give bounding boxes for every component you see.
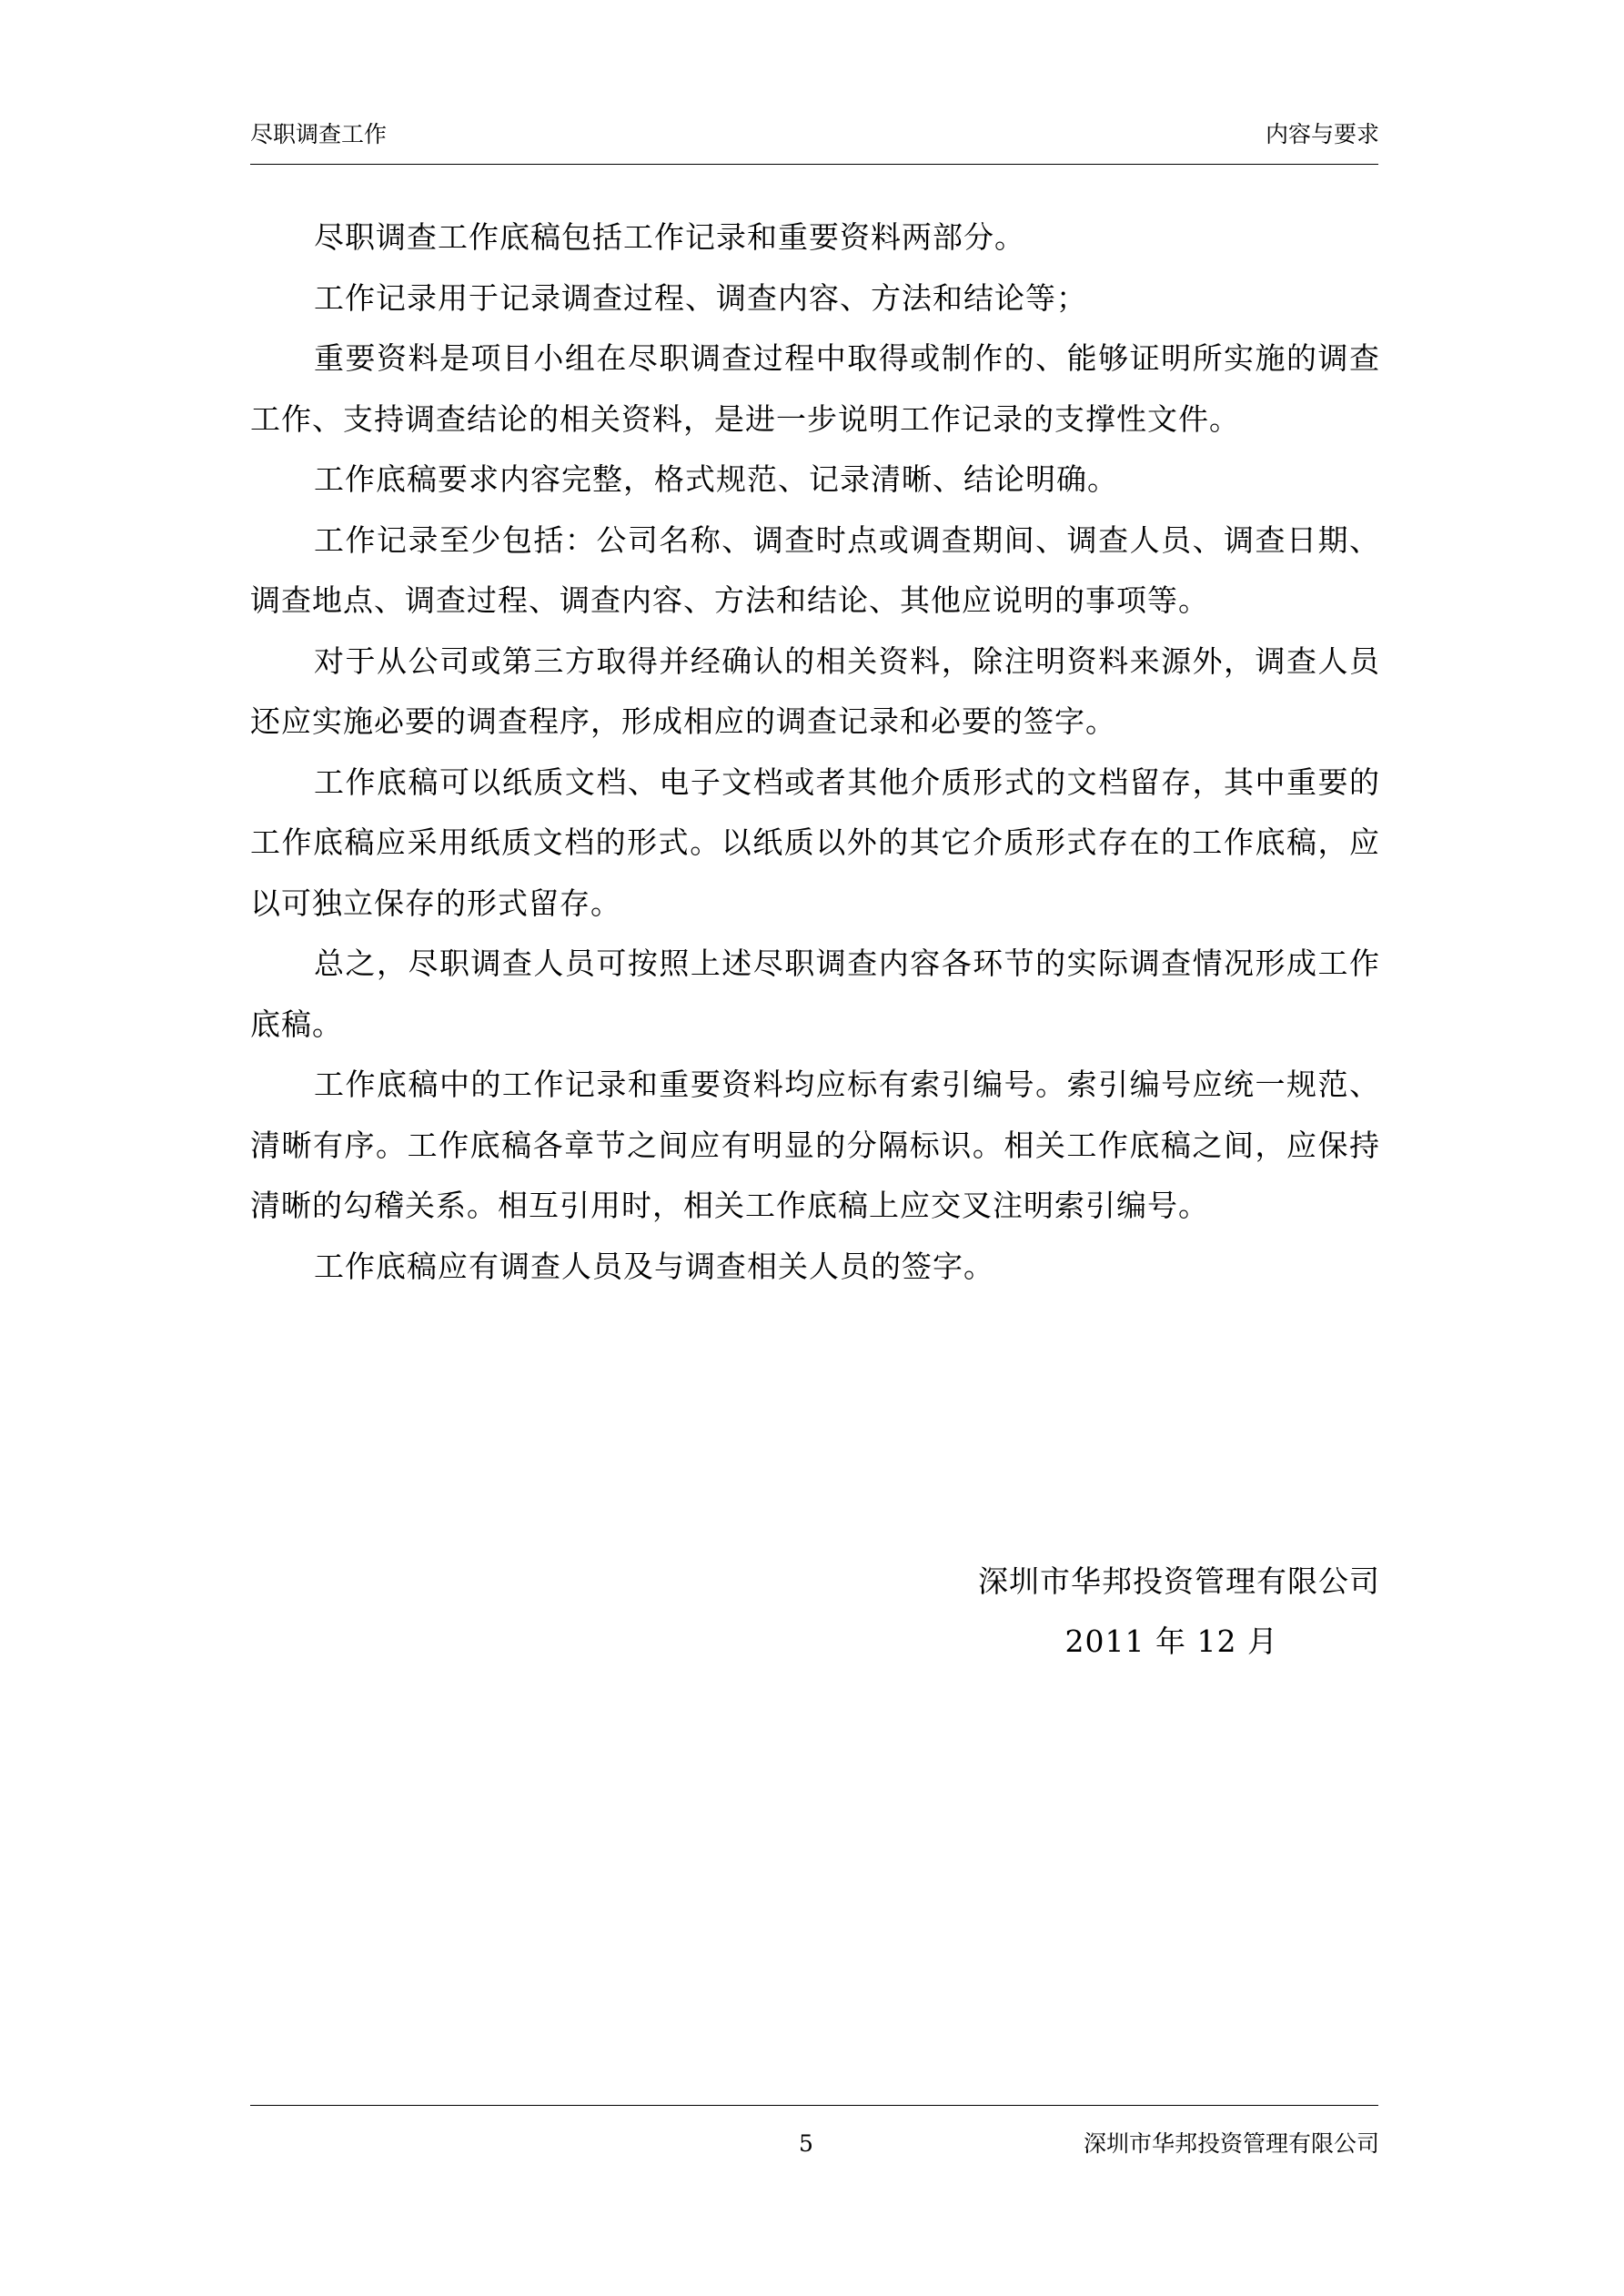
paragraph: 工作底稿中的工作记录和重要资料均应标有索引编号。索引编号应统一规范、清晰有序。工作底稿各章节之间应有明显的分隔标识。相关工作底稿之间，应保持清晰的勾稽关系。相互引用时，相关工作底稿上应交叉注明索引编号。	[250, 1067, 1380, 1223]
paragraph: 工作记录用于记录调查过程、调查内容、方法和结论等；	[314, 279, 1087, 316]
signature-block	[978, 1552, 1380, 1672]
paragraph: 工作记录至少包括：公司名称、调查时点或调查期间、调查人员、调查日期、调查地点、调查过程、调查内容、方法和结论、其他应说明的事项等。	[250, 521, 1380, 618]
footer-company-name: 深圳市华邦投资管理有限公司	[1083, 2130, 1379, 2157]
signature-company: 深圳市华邦投资管理有限公司	[978, 1563, 1380, 1599]
paragraph: 工作底稿要求内容完整，格式规范、记录清晰、结论明确。	[314, 461, 1118, 497]
paragraph: 尽职调查工作底稿包括工作记录和重要资料两部分。	[314, 219, 1025, 255]
page-number: 5	[799, 2130, 813, 2157]
header-chapter-title: 内容与要求	[1265, 121, 1379, 147]
header-divider	[250, 164, 1378, 165]
body-text	[250, 207, 1380, 1297]
paragraph: 工作底稿应有调查人员及与调查相关人员的签字。	[314, 1248, 994, 1284]
signature-date: 2011 年 12 月	[1064, 1623, 1278, 1659]
paragraph: 对于从公司或第三方取得并经确认的相关资料，除注明资料来源外，调查人员还应实施必要的调查程序，形成相应的调查记录和必要的签字。	[250, 642, 1380, 739]
paragraph: 工作底稿可以纸质文档、电子文档或者其他介质形式的文档留存，其中重要的工作底稿应采用纸质文档的形式。以纸质以外的其它介质形式存在的工作底稿，应以可独立保存的形式留存。	[250, 764, 1380, 921]
paragraph: 总之，尽职调查人员可按照上述尽职调查内容各环节的实际调查情况形成工作底稿。	[250, 946, 1380, 1042]
header-section-title: 尽职调查工作	[250, 121, 388, 147]
paragraph: 重要资料是项目小组在尽职调查过程中取得或制作的、能够证明所实施的调查工作、支持调查结论的相关资料，是进一步说明工作记录的支撑性文件。	[250, 340, 1380, 437]
footer-divider	[250, 2105, 1378, 2106]
